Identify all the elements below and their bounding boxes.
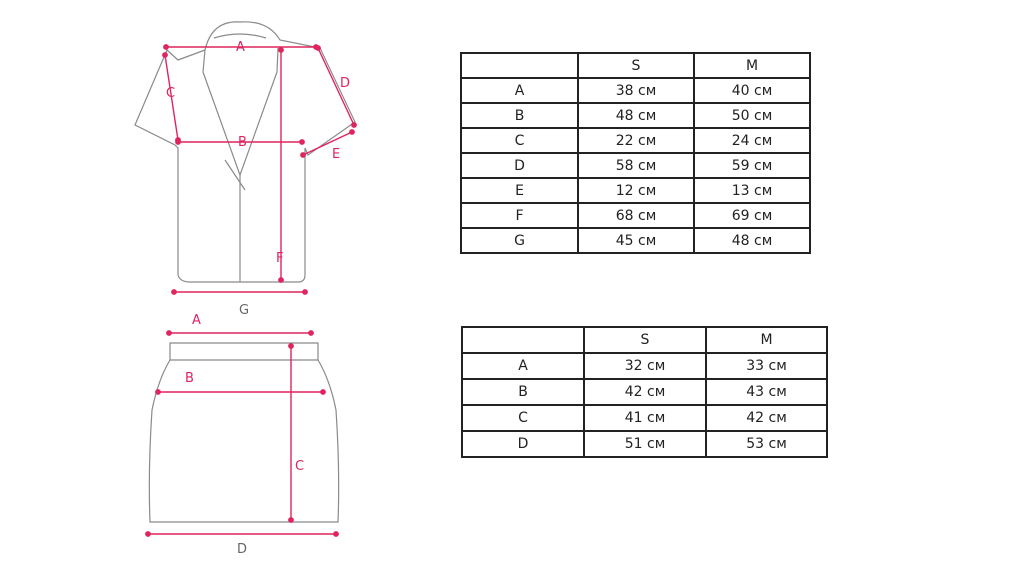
table-cell: 38 см — [578, 78, 694, 103]
table-row — [462, 379, 827, 405]
skirt-outline — [149, 343, 338, 522]
header-cell: M — [694, 53, 810, 78]
table-cell: B — [461, 103, 578, 128]
shirt-label-b: B — [238, 135, 247, 150]
header-cell — [462, 327, 584, 353]
shirt-label-a: A — [236, 40, 245, 55]
table-cell: 45 см — [578, 228, 694, 253]
shirt-outline — [135, 22, 355, 282]
table-cell: 50 см — [694, 103, 810, 128]
skirt-label-d: D — [237, 542, 248, 557]
skirt-label-c: C — [295, 459, 305, 474]
table-cell: F — [461, 203, 578, 228]
shirt-label-g: G — [239, 303, 250, 318]
table-header-row — [461, 53, 810, 78]
table-cell: 40 см — [694, 78, 810, 103]
table-cell: 13 см — [694, 178, 810, 203]
table-cell: A — [461, 78, 578, 103]
table-cell: 58 см — [578, 153, 694, 178]
table-cell: 53 см — [706, 431, 827, 457]
table-cell: 59 см — [694, 153, 810, 178]
table-cell: B — [462, 379, 584, 405]
shirt-label-c: C — [166, 86, 176, 101]
table-header-row — [462, 327, 827, 353]
table-row — [461, 103, 810, 128]
skirt-size-table — [461, 326, 828, 458]
table-row — [461, 128, 810, 153]
table-row — [462, 405, 827, 431]
header-cell: S — [584, 327, 706, 353]
table-row — [461, 153, 810, 178]
table-row — [461, 203, 810, 228]
shirt-labels — [166, 40, 350, 318]
shirt-label-e: E — [332, 147, 341, 162]
table-cell: 68 см — [578, 203, 694, 228]
table-cell: A — [462, 353, 584, 379]
table-cell: 41 см — [584, 405, 706, 431]
skirt-label-a: A — [192, 313, 201, 328]
table-cell: 33 см — [706, 353, 827, 379]
shirt-label-f: F — [276, 251, 284, 266]
table-cell: C — [462, 405, 584, 431]
header-cell — [461, 53, 578, 78]
table-row — [462, 353, 827, 379]
table-row — [461, 178, 810, 203]
table-cell: 32 см — [584, 353, 706, 379]
shirt-size-table — [460, 52, 811, 254]
table-cell: G — [461, 228, 578, 253]
table-cell: 48 см — [694, 228, 810, 253]
table-row — [461, 228, 810, 253]
table-row — [461, 78, 810, 103]
table-cell: 12 см — [578, 178, 694, 203]
table-cell: 42 см — [706, 405, 827, 431]
table-cell: D — [462, 431, 584, 457]
table-cell: 48 см — [578, 103, 694, 128]
shirt-label-d: D — [340, 76, 351, 91]
header-cell: S — [578, 53, 694, 78]
table-cell: 42 см — [584, 379, 706, 405]
skirt-label-b: B — [185, 371, 194, 386]
table-cell: 22 см — [578, 128, 694, 153]
table-cell: 43 см — [706, 379, 827, 405]
table-cell: 51 см — [584, 431, 706, 457]
table-cell: 69 см — [694, 203, 810, 228]
table-cell: D — [461, 153, 578, 178]
table-row — [462, 431, 827, 457]
table-cell: 24 см — [694, 128, 810, 153]
header-cell: M — [706, 327, 827, 353]
table-cell: C — [461, 128, 578, 153]
skirt-labels — [185, 313, 304, 557]
shirt-measure-lines — [163, 45, 356, 294]
table-cell: E — [461, 178, 578, 203]
skirt-measure-lines — [146, 331, 338, 536]
